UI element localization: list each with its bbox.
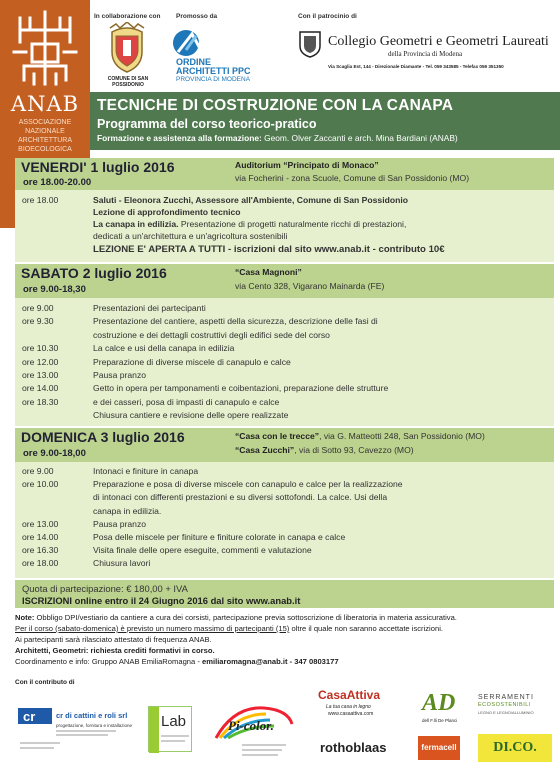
ordine-architetti-logo-icon xyxy=(172,28,208,58)
sponsor-lab: Lab xyxy=(148,706,192,752)
note-certificate: Ai partecipanti sarà rilasciato attestato di frequenza ANAB. xyxy=(15,635,212,644)
day3-time: ore 9.00-18,00 xyxy=(23,448,86,459)
list-item xyxy=(15,506,554,518)
item-text: costruzione e dei dettagli costruttivi degli edifici sede del corso xyxy=(93,329,330,340)
list-item xyxy=(15,558,554,570)
item-text: Visita finale delle opere eseguite, commenti e valutazione xyxy=(93,545,312,556)
item-time: ore 13.00 xyxy=(22,518,59,529)
course-trainers: Formazione e assistenza alla formazione: Geom. Olver Zaccanti e arch. Mina Bardiani (ANAB) xyxy=(97,133,458,143)
item-time: ore 18.30 xyxy=(22,396,59,407)
ordine-province: PROVINCIA DI MODENA xyxy=(176,76,251,83)
item-text: Chiusura cantiere e revisione delle opere realizzate xyxy=(93,410,289,421)
item-text: La calce e usi della canapa in edilizia xyxy=(93,343,235,354)
item-text: di intonaci con differenti prestazioni e su diversi sottofondi. La calce. Usi della xyxy=(93,492,388,503)
course-banner xyxy=(90,92,560,150)
day2-time: ore 9.00-18,30 xyxy=(23,284,86,295)
item-time: ore 14.00 xyxy=(22,383,59,394)
item-text: Posa delle miscele per finiture e finiture colorate in canapa e calce xyxy=(93,532,346,542)
item-time: ore 9.00 xyxy=(22,466,54,476)
sponsor-fermacell: fermacell xyxy=(418,736,460,760)
collegio-subtitle: della Provincia di Modena xyxy=(388,50,463,58)
svg-text:cr: cr xyxy=(23,709,36,724)
item-text: Preparazione di diverse miscele di canapulo e calce xyxy=(93,356,291,367)
list-item xyxy=(15,532,554,544)
day1-header xyxy=(15,158,554,190)
list-item: dedicati a un'architettura e un'agricoltura sostenibili xyxy=(93,231,288,241)
comune-caption: COMUNE DI SAN POSSIDONIO xyxy=(107,76,149,88)
day3-venue-1: “Casa con le trecce”, via G. Matteotti 248, San Possidonio (MO) xyxy=(235,431,485,441)
day2-title: SABATO 2 luglio 2016 xyxy=(21,265,167,281)
item-time: ore 16.30 xyxy=(22,545,59,556)
list-item xyxy=(15,370,554,382)
list-item xyxy=(15,357,554,369)
list-item xyxy=(15,303,554,315)
day1-venue: Auditorium “Principato di Monaco” xyxy=(235,160,379,170)
sponsor-casaattiva: CasaAttiva La tua casa in legno www.casaattiva.com xyxy=(318,688,381,717)
sponsor-ad: AD dell F.lli De Planci xyxy=(422,690,458,723)
item-time: ore 12.00 xyxy=(22,356,59,367)
item-text: e dei casseri, posa di impasti di canapulo e calce xyxy=(93,396,280,407)
note-capacity: Per il corso (sabato-domenica) è previsto un numero massimo di partecipanti (15) oltre il quale non saranno accettate iscrizioni. xyxy=(15,624,443,633)
list-item xyxy=(15,343,554,355)
item-text: Pausa pranzo xyxy=(93,370,147,380)
item-text: Getto in opera per tamponamenti e coibentazioni, preparazione delle strutture xyxy=(93,383,389,394)
list-item xyxy=(15,466,554,478)
list-item: Lezione di approfondimento tecnico xyxy=(93,207,241,217)
day1-time: ore 18.00-20.00 xyxy=(23,177,92,188)
day3-schedule xyxy=(15,462,554,578)
anab-subtitle: ASSOCIAZIONE NAZIONALE ARCHITETTURA BIOECOLOGICA xyxy=(17,119,73,153)
cattini-logo-icon xyxy=(18,706,52,726)
item-text: Chiusura lavori xyxy=(93,558,151,569)
day2-header xyxy=(15,264,554,298)
list-item: LEZIONE E' APERTA A TUTTI - iscrizioni dal sito www.anab.it - contributo 10€ xyxy=(93,244,445,255)
registration-deadline: ISCRIZIONI online entro il 24 Giugno 2016 dal sito www.anab.it xyxy=(22,595,301,606)
day1-address: via Focherini - zona Scuole, Comune di San Possidonio (MO) xyxy=(235,173,470,183)
sponsors-label: Con il contributo di xyxy=(15,679,75,686)
list-item xyxy=(15,397,554,409)
note-safety: Note: Obbligo DPI/vestiario da cantiere a cura dei corsisti, partecipazione previa sottoscrizione di liberatoria in materia assicurativa. xyxy=(15,613,457,622)
list-item xyxy=(15,219,554,231)
course-subtitle: Programma del corso teorico-pratico xyxy=(97,117,317,131)
list-item xyxy=(15,330,554,342)
fee-amount: Quota di partecipazione: € 180,00 + IVA xyxy=(22,583,188,594)
item-text: Pausa pranzo xyxy=(93,518,147,529)
sponsor-picolor: Pi-color. xyxy=(214,704,294,764)
note-contact: Coordinamento e info: Gruppo ANAB EmiliaRomagna - emiliaromagna@anab.it - 347 0803177 xyxy=(15,657,339,666)
day3-header xyxy=(15,428,554,462)
item-text: Intonaci e finiture in canapa xyxy=(93,466,199,476)
list-item: ore 18.00 Saluti - Eleonora Zucchi, Assessore all'Ambiente, Comune di San Possidonio xyxy=(22,195,408,205)
day3-title: DOMENICA 3 luglio 2016 xyxy=(21,429,185,445)
list-item xyxy=(15,492,554,504)
day1-schedule xyxy=(15,190,554,262)
course-title: TECNICHE DI COSTRUZIONE CON LA CANAPA xyxy=(97,97,454,114)
day1-hemp-line: La canapa in edilizia. Presentazione di progetti naturalmente ricchi di prestazioni, xyxy=(93,219,407,229)
list-item xyxy=(15,410,554,422)
ordine-name: ORDINE ARCHITETTI PPC xyxy=(176,57,251,76)
patronage-label: Con il patrocinio di xyxy=(298,13,357,20)
sponsor-rothoblaas: rothoblaas xyxy=(320,740,387,755)
list-item xyxy=(15,519,554,531)
item-time: ore 14.00 xyxy=(22,532,59,542)
day3-venue-2: “Casa Zucchi”, via di Sotto 93, Cavezzo (MO) xyxy=(235,445,414,455)
comune-crest-icon xyxy=(106,22,148,74)
item-text: canapa in edilizia. xyxy=(93,505,162,516)
item-time: ore 10.30 xyxy=(22,343,59,354)
item-time: ore 18.00 xyxy=(22,558,59,569)
item-time: ore 9.00 xyxy=(22,303,54,313)
sponsor-dico: DI.CO. xyxy=(478,734,552,762)
day2-venue: “Casa Magnoni” xyxy=(235,267,302,277)
day2-schedule xyxy=(15,298,554,426)
collegio-address: Via Scaglia Est, 144 - Direzionale Diamante - Tel. 059 343585 - Telefax 059 351350 xyxy=(328,64,504,69)
item-time: ore 10.00 xyxy=(22,479,59,490)
list-item xyxy=(15,316,554,328)
sponsor-serramenti: SERRAMENTI ECOSOSTENIBILI LEGNO E LEGNO/ALLUMINIO xyxy=(478,694,534,715)
promoted-label: Promosso da xyxy=(176,13,218,20)
item-time: ore 9.30 xyxy=(22,316,54,327)
day2-address: via Cento 328, Vigarano Mainarda (FE) xyxy=(235,281,385,291)
day1-title: VENERDI' 1 luglio 2016 xyxy=(21,159,175,175)
sponsor-cattini: cr cr di cattini e roli srl progettazione, fornitura e installazione xyxy=(18,706,158,766)
item-text: Presentazioni dei partecipanti xyxy=(93,303,206,313)
list-item xyxy=(15,545,554,557)
list-item xyxy=(15,479,554,491)
item-text: Preparazione e posa di diverse miscele con canapulo e calce per la realizzazione xyxy=(93,479,403,490)
note-credits: Architetti, Geometri: richiesta crediti formativi in corso. xyxy=(15,646,215,655)
item-text: Presentazione del cantiere, aspetti della sicurezza, descrizione delle fasi di xyxy=(93,316,378,327)
collegio-crest-icon xyxy=(298,28,322,58)
collab-label: In collaborazione con xyxy=(94,13,161,20)
list-item xyxy=(15,383,554,395)
item-time: ore 13.00 xyxy=(22,370,59,380)
anab-symbol-icon xyxy=(10,8,80,88)
anab-name: ANAB xyxy=(10,92,80,116)
collegio-title: Collegio Geometri e Geometri Laureati xyxy=(328,34,549,49)
fee-box xyxy=(15,580,554,608)
